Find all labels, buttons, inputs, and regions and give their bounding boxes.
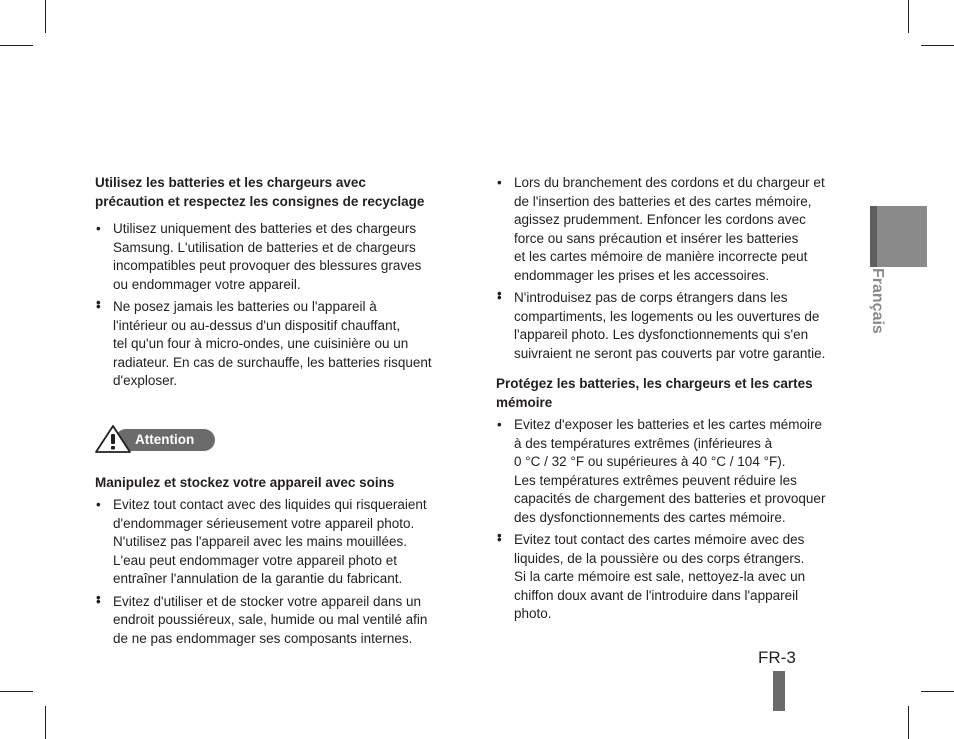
crop-mark bbox=[908, 0, 909, 33]
tab-accent bbox=[870, 206, 877, 267]
crop-mark bbox=[45, 706, 46, 739]
attention-badge bbox=[95, 425, 220, 453]
bullet-list bbox=[95, 496, 463, 648]
list-item: • Evitez d'exposer les batteries et les cartes mémoire à des températures extrêmes (inférieures à 0 °C / 32 °F ou supérieures à 40 °C / 104 °F). Les températures extrêmes peuvent réduire les capacités de chargement des batteries et provoquer des dysfonctionnements des cartes mémoire. bbox=[496, 416, 858, 527]
list-item: • Ne posez jamais les batteries ou l'appareil à l'intérieur ou au-dessus d'un dispositif chauffant, tel qu'un four à micro-ondes, une cuisinière ou un radiateur. En cas de surchauffe, les batteries risquent d'exploser. bbox=[95, 298, 463, 391]
list-item: • Evitez tout contact avec des liquides qui risqueraient d'endommager sérieusement votre appareil photo. N'utilisez pas l'appareil avec les mains mouillées. L'eau peut endommager votre appareil photo et entraîner l'annulation de la garantie du fabricant. bbox=[95, 496, 463, 589]
list-item: • Lors du branchement des cordons et du chargeur et de l'insertion des batteries et des cartes mémoire, agissez prudemment. Enfoncer les cordons avec force ou sans précaution et insérer les batteries et les cartes mémoire de manière incorrecte peut endommager les prises et les accessoires. bbox=[496, 174, 858, 285]
bullet-list bbox=[496, 174, 858, 363]
crop-mark bbox=[0, 45, 33, 46]
left-column bbox=[95, 174, 463, 648]
warning-icon bbox=[95, 425, 131, 453]
list-item: • Evitez d'utiliser et de stocker votre appareil dans un endroit poussiéreux, sale, humide ou mal ventilé afin de ne pas endommager ses composants internes. bbox=[95, 593, 463, 649]
attention-label: Attention bbox=[115, 429, 215, 451]
right-column bbox=[496, 174, 858, 624]
language-tab bbox=[870, 206, 927, 267]
language-label bbox=[867, 268, 887, 348]
section-heading-handling: Manipulez et stockez votre appareil avec soins bbox=[95, 474, 395, 490]
bullet-list bbox=[496, 416, 858, 624]
crop-mark bbox=[921, 45, 954, 46]
crop-mark bbox=[45, 0, 46, 33]
crop-mark bbox=[0, 691, 33, 692]
crop-mark bbox=[908, 706, 909, 739]
section-heading-protect: Protégez les batteries, les chargeurs et les cartes mémoire bbox=[496, 376, 813, 410]
list-item: • Utilisez uniquement des batteries et des chargeurs Samsung. L'utilisation de batteries et de chargeurs incompatibles peut provoquer des blessures graves ou endommager votre appareil. bbox=[95, 220, 463, 294]
list-item: • Evitez tout contact des cartes mémoire avec des liquides, de la poussière ou des corps étrangers. Si la carte mémoire est sale, nettoyez-la avec un chiffon doux avant de l'introduire dans l'appareil photo. bbox=[496, 531, 858, 624]
language-label-text: Français bbox=[869, 268, 886, 334]
page-marker-bar bbox=[773, 671, 785, 711]
list-item: • N'introduisez pas de corps étrangers dans les compartiments, les logements ou les ouvertures de l'appareil photo. Les dysfonctionnements qui s'en suivraient ne seront pas couverts par votre garantie. bbox=[496, 289, 858, 363]
bullet-list bbox=[95, 220, 463, 391]
section-heading-batteries: Utilisez les batteries et les chargeurs avec précaution et respectez les consignes de recyclage bbox=[95, 175, 425, 209]
crop-mark bbox=[921, 691, 954, 692]
page-number: FR-3 bbox=[758, 648, 796, 667]
